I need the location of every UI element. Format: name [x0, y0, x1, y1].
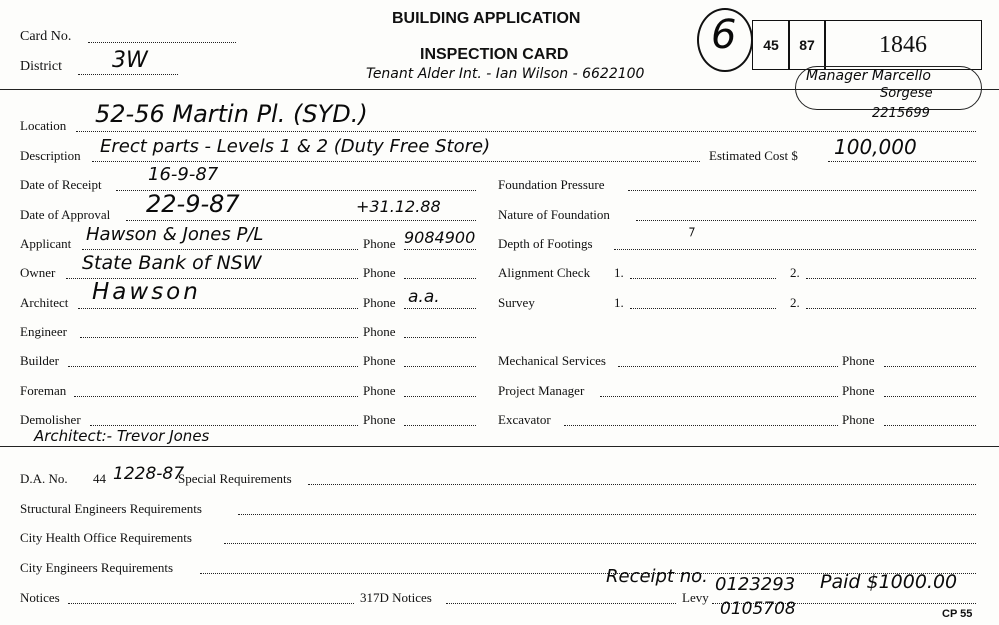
mechanical-services-line: [618, 366, 838, 367]
survey-line1: [630, 308, 776, 309]
notices-317d-label: 317D Notices: [360, 590, 432, 605]
title-building-application: BUILDING APPLICATION: [392, 10, 581, 27]
mechanical-services-phone-line: [884, 366, 976, 367]
special-requirements-line: [308, 484, 976, 485]
excavator-phone-line: [884, 425, 976, 426]
project-manager-phone-line: [884, 396, 976, 397]
architect-label: Architect: [20, 295, 69, 310]
architect-value: Hawson: [92, 279, 201, 305]
notices-317d-line: [446, 603, 676, 604]
title-inspection-card: INSPECTION CARD: [420, 46, 569, 63]
structural-line: [238, 514, 976, 515]
da-no-prefix: 44: [93, 471, 106, 486]
da-no-value: 1228-87: [113, 464, 185, 484]
project-manager-line: [600, 396, 838, 397]
nature-of-foundation-label: Nature of Foundation: [498, 207, 610, 222]
applicant-phone-line: [404, 249, 476, 250]
applicant-value: Hawson & Jones P/L: [86, 224, 264, 245]
applicant-phone-value: 9084900: [404, 228, 476, 247]
mechanical-services-phone-label: Phone: [842, 353, 875, 368]
location-label: Location: [20, 118, 67, 133]
survey-line2: [806, 308, 976, 309]
alignment-check-num1: 1.: [614, 265, 624, 280]
architect-phone-line: [404, 308, 476, 309]
date-of-approval-label: Date of Approval: [20, 207, 111, 222]
demolisher-label: Demolisher: [20, 412, 81, 427]
applicant-phone-label: Phone: [363, 236, 396, 251]
location-value: 52-56 Martin Pl. (SYD.): [95, 100, 368, 128]
engineer-phone-label: Phone: [363, 324, 396, 339]
depth-of-footings-line: [614, 249, 976, 250]
notices-label: Notices: [20, 590, 60, 605]
box-1: 45: [752, 20, 790, 70]
architect-phone-value: a.a.: [408, 287, 440, 307]
estimated-cost-label: Estimated Cost $: [709, 148, 798, 163]
date-of-receipt-label: Date of Receipt: [20, 177, 102, 192]
demolisher-phone-line: [404, 425, 476, 426]
paid-note: Paid $1000.00: [820, 571, 958, 593]
builder-line: [68, 366, 358, 367]
demolisher-line: [90, 425, 358, 426]
survey-num2: 2.: [790, 295, 800, 310]
card-no-label: Card No.: [20, 29, 72, 44]
alignment-check-label: Alignment Check: [498, 265, 591, 280]
receipt-number-2: 0105708: [720, 599, 796, 619]
description-label: Description: [20, 148, 81, 163]
middle-divider: [0, 446, 999, 447]
depth-of-footings-mark: ⁊: [688, 224, 695, 239]
alignment-check-line1: [630, 278, 776, 279]
levy-label: Levy: [682, 590, 709, 605]
excavator-label: Excavator: [498, 412, 551, 427]
foundation-pressure-line: [628, 190, 976, 191]
owner-phone-line: [404, 278, 476, 279]
foreman-line: [74, 396, 358, 397]
alignment-check-line2: [806, 278, 976, 279]
applicant-line: [82, 249, 358, 250]
box-number: 1846: [824, 20, 982, 70]
manager-phone: 2215699: [872, 106, 930, 121]
depth-of-footings-label: Depth of Footings: [498, 236, 593, 251]
date-of-approval-value: 22-9-87: [146, 190, 240, 218]
location-line: [76, 131, 976, 132]
architect-phone-label: Phone: [363, 295, 396, 310]
project-manager-phone-label: Phone: [842, 383, 875, 398]
description-value: Erect parts - Levels 1 & 2 (Duty Free Store): [100, 136, 491, 157]
mechanical-services-label: Mechanical Services: [498, 353, 606, 368]
district-label: District: [20, 59, 62, 74]
description-line: [92, 161, 700, 162]
survey-label: Survey: [498, 295, 535, 310]
foreman-label: Foreman: [20, 383, 67, 398]
owner-label: Owner: [20, 265, 56, 280]
city-health-label: City Health Office Requirements: [20, 530, 192, 545]
foreman-phone-label: Phone: [363, 383, 396, 398]
notices-line: [68, 603, 354, 604]
manager-name-line2: Sorgese: [880, 86, 933, 101]
card-no-line: [88, 42, 236, 43]
circled-number: 6: [711, 12, 737, 58]
city-engineers-label: City Engineers Requirements: [20, 560, 174, 575]
tenant-note: Tenant Alder Int. - Ian Wilson - 6622100: [366, 66, 645, 82]
district-value: 3W: [112, 48, 148, 73]
date-of-receipt-value: 16-9-87: [148, 164, 219, 185]
receipt-note: Receipt no.: [606, 566, 708, 587]
applicant-label: Applicant: [20, 236, 72, 251]
owner-phone-label: Phone: [363, 265, 396, 280]
architect-line: [78, 308, 358, 309]
estimated-cost-line: [828, 161, 976, 162]
engineer-line: [80, 337, 358, 338]
owner-value: State Bank of NSW: [82, 252, 262, 274]
top-divider: [0, 89, 999, 90]
district-line: [78, 74, 178, 75]
date-of-approval-line: [126, 220, 476, 221]
excavator-phone-label: Phone: [842, 412, 875, 427]
survey-num1: 1.: [614, 295, 624, 310]
engineer-label: Engineer: [20, 324, 67, 339]
builder-label: Builder: [20, 353, 59, 368]
manager-name-line1: Manager Marcello: [806, 68, 931, 84]
foundation-pressure-label: Foundation Pressure: [498, 177, 605, 192]
structural-label: Structural Engineers Requirements: [20, 501, 202, 516]
date-of-approval-extra: +31.12.88: [356, 197, 441, 216]
city-health-line: [224, 543, 976, 544]
receipt-number: 0123293: [715, 574, 796, 595]
form-code: CP 55: [942, 608, 973, 620]
project-manager-label: Project Manager: [498, 383, 585, 398]
da-no-label: D.A. No.: [20, 471, 68, 486]
builder-phone-label: Phone: [363, 353, 396, 368]
engineer-phone-line: [404, 337, 476, 338]
nature-of-foundation-line: [636, 220, 976, 221]
builder-phone-line: [404, 366, 476, 367]
foreman-phone-line: [404, 396, 476, 397]
estimated-cost-value: 100,000: [834, 135, 917, 159]
excavator-line: [564, 425, 838, 426]
demolisher-phone-label: Phone: [363, 412, 396, 427]
architect-note: Architect:- Trevor Jones: [34, 427, 210, 445]
alignment-check-num2: 2.: [790, 265, 800, 280]
box-2: 87: [788, 20, 826, 70]
special-requirements-label: Special Requirements: [178, 471, 292, 486]
